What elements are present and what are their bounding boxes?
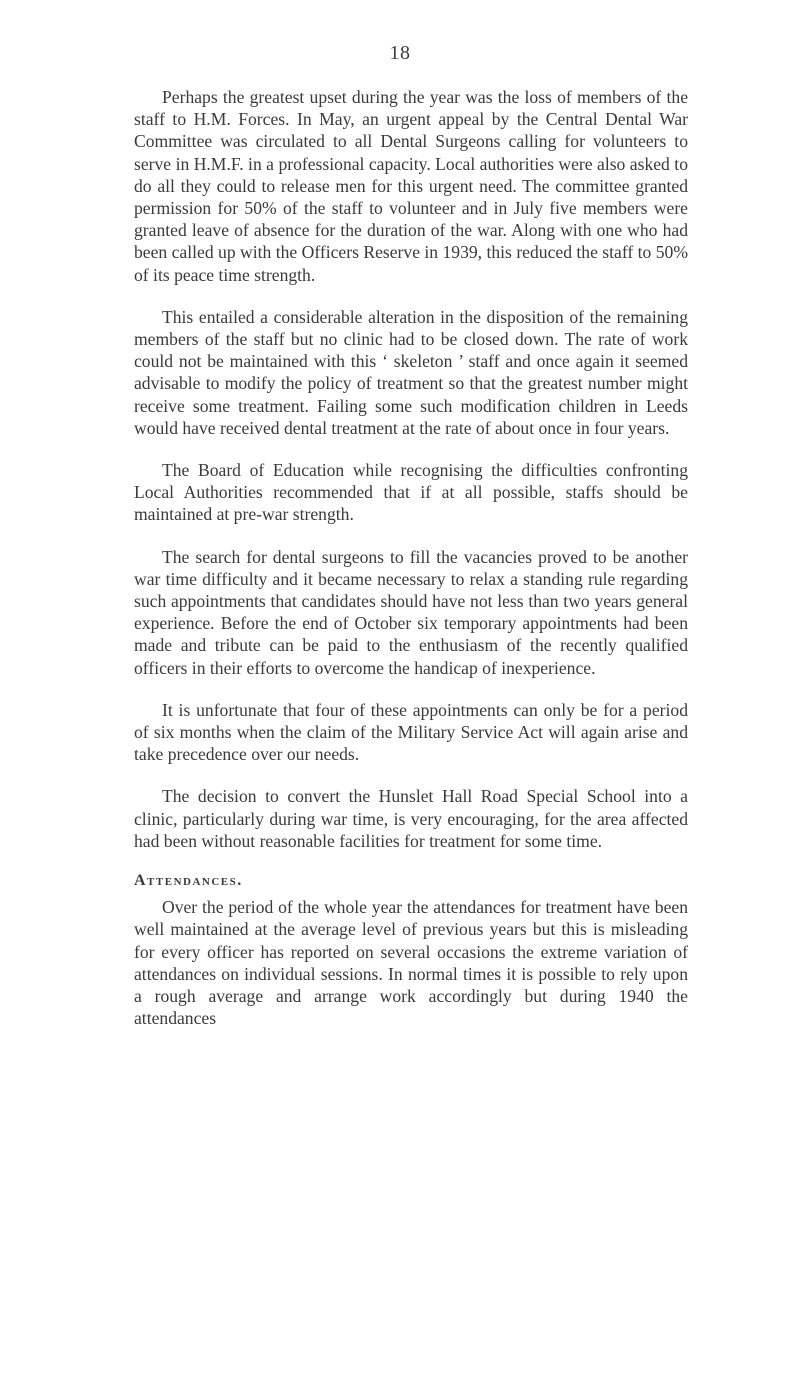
section-heading-attendances: Attendances. [134,872,243,890]
paragraph-attendances: Over the period of the whole year the attendances for treatment have been well maintained at the average level of previous years but this is misleading for every officer has reported on several occasions the extreme variation of attendances on individual sessions. In normal times it is possible to rely upon a rough average and arrange work accordingly but during 1940 the attendances [134,897,688,1029]
page-number: 18 [389,42,411,64]
body-text [134,86,688,1049]
paragraph-skeleton-staff: This entailed a considerable alteration in the disposition of the remaining members of the staff but no clinic had to be closed down. The rate of work could not be maintained with this ‘ skeleton ’ staff and once again it seemed advisable to modify the policy of treatment so that the greatest number might receive some treatment. Failing some such modification children in Leeds would have received dental treatment at the rate of about once in four years. [134,306,688,438]
paragraph-staff-loss: Perhaps the greatest upset during the year was the loss of members of the staff to H.M. Forces. In May, an urgent appeal by the Central Dental War Committee was circulated to all Dental Surgeons calling for volunteers to serve in H.M.F. in a professional capacity. Local authorities were also asked to do all they could to release men for this urgent need. The committee granted permission for 50% of the staff to volunteer and in July five members were granted leave of absence for the duration of the war. Along with one who had been called up with the Officers Reserve in 1939, this reduced the staff to 50% of its peace time strength. [134,87,688,285]
paragraph-temporary-appointments: It is unfortunate that four of these appointments can only be for a period of six months when the claim of the Military Service Act will again arise and take precedence over our needs. [134,699,688,765]
paragraph-board-of-education: The Board of Education while recognising the difficulties confronting Local Authorities recommended that if at all possible, staffs should be maintained at pre-war strength. [134,460,688,525]
paragraph-search-for-surgeons: The search for dental surgeons to fill the vacancies proved to be another war time difficulty and it became necessary to relax a standing rule regarding such appointments that candidates should have not less than two years general experience. Before the end of October six temporary appointments had been made and tribute can be paid to the enthusiasm of the recently qualified officers in their efforts to overcome the handicap of inexperience. [134,546,688,678]
paragraph-hunslet-clinic: The decision to convert the Hunslet Hall Road Special School into a clinic, particularly during war time, is very encouraging, for the area affected had been without reasonable facilities for treatment for some time. [134,786,688,851]
